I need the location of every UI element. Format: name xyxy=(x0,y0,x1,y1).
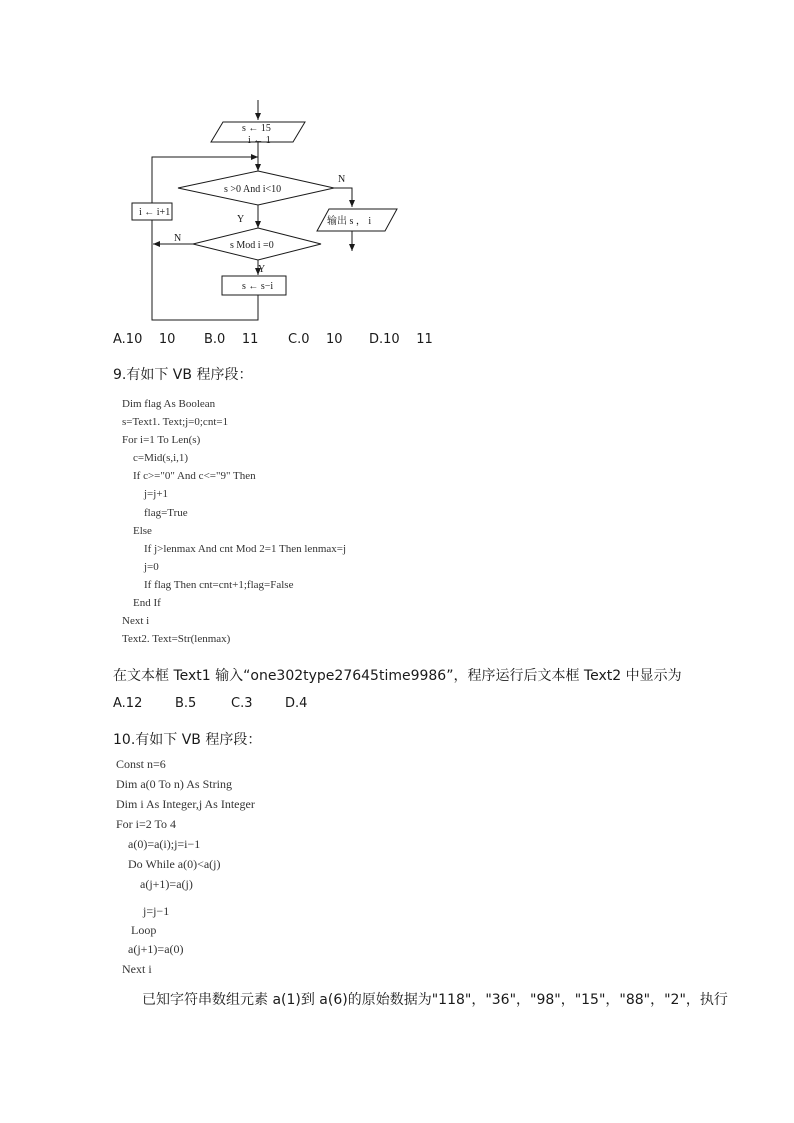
code-line: Next i xyxy=(116,962,152,976)
q8-option-c: C.0 10 xyxy=(288,332,343,347)
q9-option-c: C.3 xyxy=(231,696,253,711)
code-line: Dim flag As Boolean xyxy=(122,398,216,410)
q9-option-b: B.5 xyxy=(175,696,197,711)
code-line: Loop xyxy=(116,923,157,937)
condition2-label: s Mod i =0 xyxy=(230,240,274,251)
flowchart-diagram xyxy=(120,95,420,325)
code-line: Text2. Text=Str(lenmax) xyxy=(122,633,231,645)
condition2-no-label: N xyxy=(174,233,182,244)
code-line: For i=2 To 4 xyxy=(116,817,177,831)
code-line: Do While a(0)<a(j) xyxy=(116,857,221,871)
code-line: a(0)=a(i);j=i−1 xyxy=(116,837,201,851)
q8-option-a: A.10 10 xyxy=(113,332,176,347)
increment-label: i ← i+1 xyxy=(139,207,171,218)
code-line: If c>="0" And c<="9" Then xyxy=(122,470,256,482)
q9-title: 9.有如下 VB 程序段： xyxy=(113,367,253,383)
code-line: For i=1 To Len(s) xyxy=(122,434,201,446)
code-line: End If xyxy=(122,597,161,609)
code-line: If j>lenmax And cnt Mod 2=1 Then lenmax=j xyxy=(122,543,347,555)
q9-prompt: 在文本框 Text1 输入“one302type27645time9986”，程序运行后文本框 Text2 中显示为 xyxy=(113,668,682,684)
code-line: j=j−1 xyxy=(116,904,170,918)
subtract-label: s ← s−i xyxy=(242,281,274,292)
code-line: Dim a(0 To n) As String xyxy=(116,777,232,791)
code-line: Next i xyxy=(122,615,150,627)
q10-prompt: 已知字符串数组元素 a(1)到 a(6)的原始数据为"118"，"36"，"98"，"15"，"88"，"2"，执行 xyxy=(142,992,728,1008)
condition1-yes-label: Y xyxy=(237,214,245,225)
q8-option-b: B.0 11 xyxy=(204,332,259,347)
condition1-label: s >0 And i<10 xyxy=(224,184,282,195)
code-line: Const n=6 xyxy=(116,757,166,771)
init-line2: i ← 1 xyxy=(248,135,271,146)
init-line1: s ← 15 xyxy=(242,123,271,134)
code-line: a(j+1)=a(0) xyxy=(116,942,184,956)
code-line: j=0 xyxy=(122,561,159,573)
output-label: 输出 s ， i xyxy=(327,216,372,227)
code-line: s=Text1. Text;j=0;cnt=1 xyxy=(122,416,229,428)
code-line: Dim i As Integer,j As Integer xyxy=(116,797,255,811)
flowchart xyxy=(120,95,420,325)
q8-option-d: D.10 11 xyxy=(369,332,433,347)
condition2-yes-label: Y xyxy=(258,264,266,275)
code-line: j=j+1 xyxy=(122,488,169,500)
q9-option-a: A.12 xyxy=(113,696,143,711)
code-line: c=Mid(s,i,1) xyxy=(122,452,189,464)
condition1-no-label: N xyxy=(338,174,346,185)
code-line: a(j+1)=a(j) xyxy=(116,877,193,891)
q10-title: 10.有如下 VB 程序段： xyxy=(113,732,262,748)
code-line: If flag Then cnt=cnt+1;flag=False xyxy=(122,579,294,591)
q9-option-d: D.4 xyxy=(285,696,308,711)
code-line: Else xyxy=(122,525,152,537)
code-line: flag=True xyxy=(122,507,188,519)
